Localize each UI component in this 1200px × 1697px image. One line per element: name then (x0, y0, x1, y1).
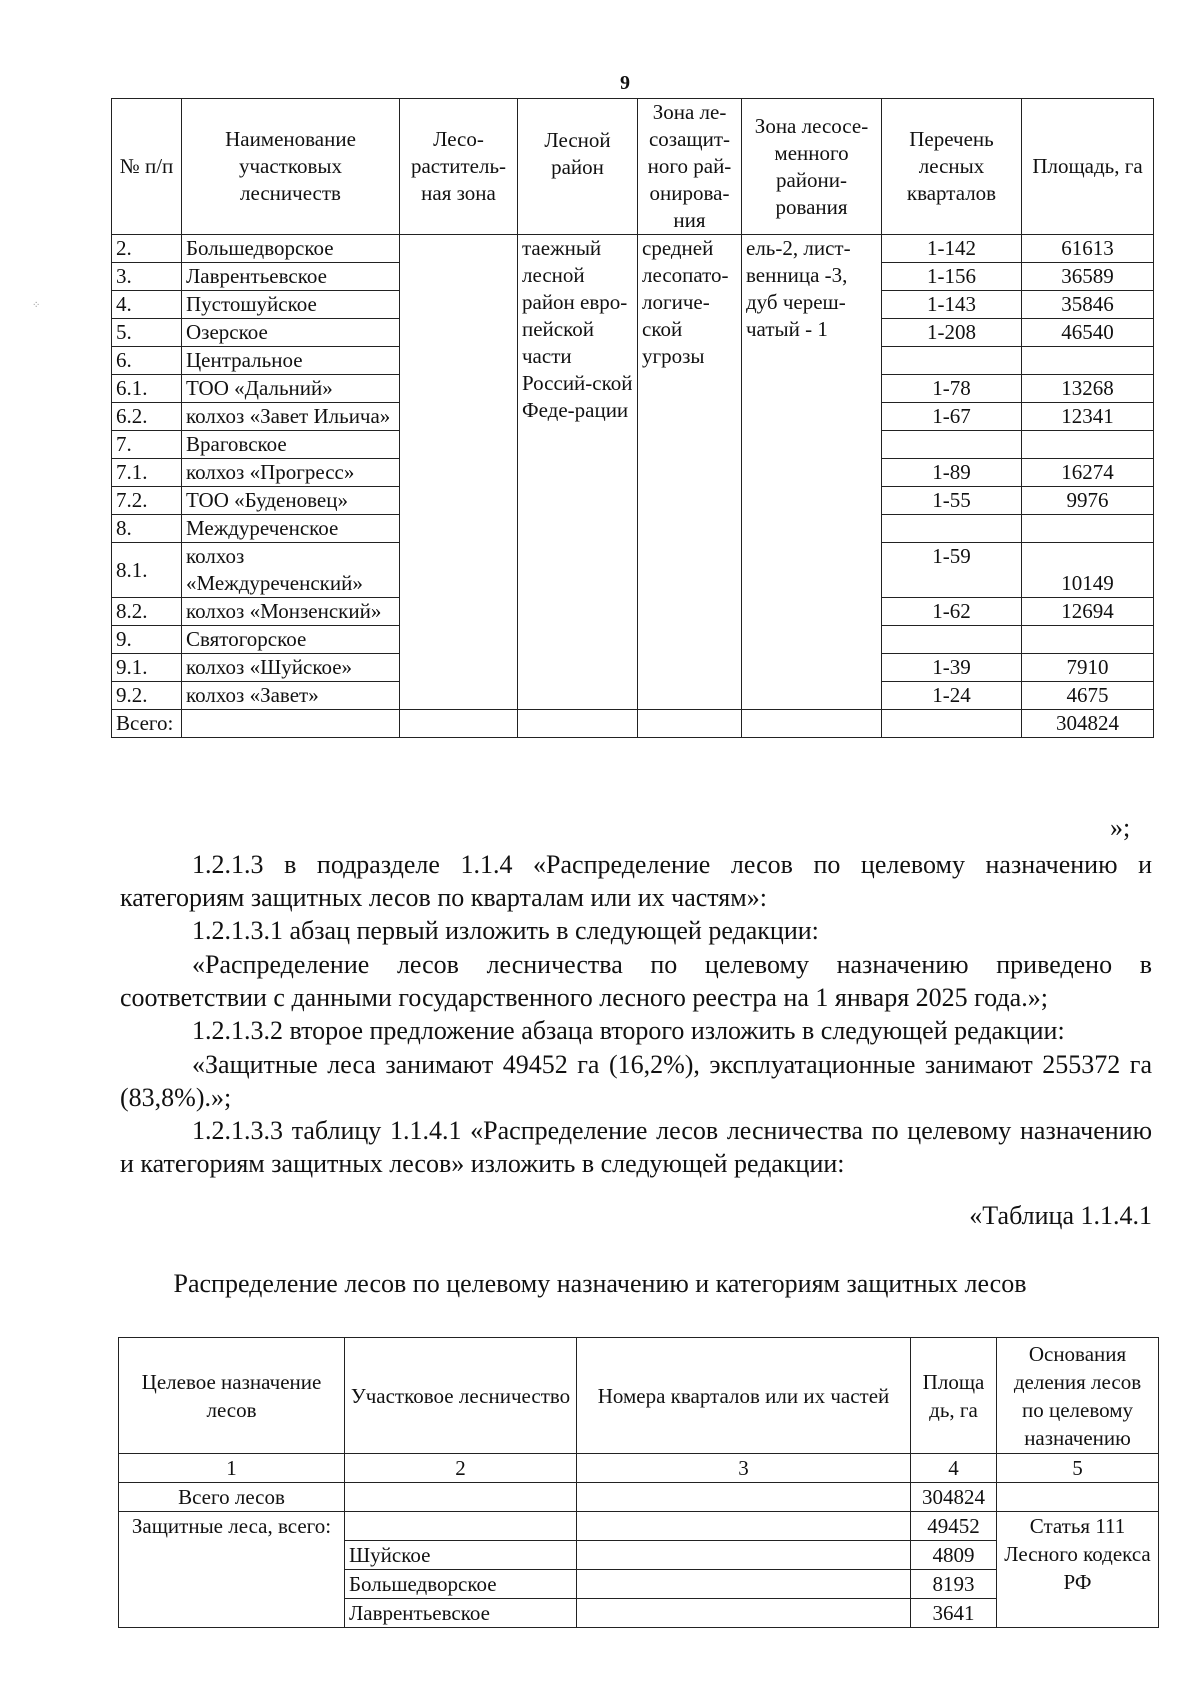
row-num: 6.2. (112, 403, 182, 431)
veg-zone-cell (400, 235, 518, 710)
district-name: Большедворское (345, 1570, 577, 1599)
row-name: ТОО «Дальний» (182, 375, 400, 403)
row-quarters (882, 347, 1022, 375)
district-area: 4809 (911, 1541, 997, 1570)
district-area: 8193 (911, 1570, 997, 1599)
page-number: 9 (620, 72, 630, 94)
row-num: 2. (112, 235, 182, 263)
scan-speck: ⁘ (32, 300, 41, 311)
row-quarters: 1-208 (882, 319, 1022, 347)
row-name: Враговское (182, 431, 400, 459)
row-num: 8.2. (112, 598, 182, 626)
row-name: ТОО «Буденовец» (182, 487, 400, 515)
row-name: Озерское (182, 319, 400, 347)
paragraph-3: «Распределение лесов лесничества по целевому назначению приведено в соответствии с данными государственного лесного реестра на 1 января 2025 года.»; (120, 950, 1152, 1012)
protective-basis: Статья 111 Лесного кодекса РФ (997, 1512, 1159, 1628)
district-area: 3641 (911, 1599, 997, 1628)
row-quarters (882, 515, 1022, 543)
row-quarters: 1-39 (882, 654, 1022, 682)
row-num: 9.2. (112, 682, 182, 710)
row-area: 7910 (1022, 654, 1154, 682)
row-area (1022, 347, 1154, 375)
row-area: 12341 (1022, 403, 1154, 431)
row-area (1022, 515, 1154, 543)
header-quarters: Номера кварталов или их частей (577, 1338, 911, 1454)
header-area: Площадь, га (1022, 99, 1154, 235)
row-num: 9. (112, 626, 182, 654)
header-quarters: Перечень лесных кварталов (882, 99, 1022, 235)
total-forests-area: 304824 (911, 1483, 997, 1512)
forest-purpose-table (118, 1337, 1159, 1628)
row-quarters: 1-62 (882, 598, 1022, 626)
row-num: 4. (112, 291, 182, 319)
row-quarters (882, 431, 1022, 459)
row-area (1022, 626, 1154, 654)
header-area: Площа дь, га (911, 1338, 997, 1454)
district-name: Лаврентьевское (345, 1599, 577, 1628)
row-area: 36589 (1022, 263, 1154, 291)
row-num: 9.1. (112, 654, 182, 682)
row-name: Междуреченское (182, 515, 400, 543)
district-name: Шуйское (345, 1541, 577, 1570)
seed-zone-cell: ель-2, лист-венница -3, дуб череш-чатый - 1 (742, 235, 882, 710)
row-quarters: 1-78 (882, 375, 1022, 403)
paragraph-6: 1.2.1.3.3 таблицу 1.1.4.1 «Распределение лесов лесничества по целевому назначению и категориям защитных лесов» изложить в следующей редакции: (120, 1116, 1152, 1178)
protective-zone-cell: средней лесопато-логиче-ской угрозы (638, 235, 742, 710)
header-veg-zone: Лесо-раститель-ная зона (400, 99, 518, 235)
row-name: колхоз «Завет Ильича» (182, 403, 400, 431)
row-name: колхоз «Завет» (182, 682, 400, 710)
paragraph-4: 1.2.1.3.2 второе предложение абзаца второго изложить в следующей редакции: (192, 1016, 1065, 1045)
row-quarters: 1-67 (882, 403, 1022, 431)
total-label: Всего: (112, 710, 182, 738)
header-forest-region: Лесной район (518, 99, 638, 235)
header-name: Наименование участковых лесничеств (182, 99, 400, 235)
row-quarters: 1-55 (882, 487, 1022, 515)
row-num: 3. (112, 263, 182, 291)
row-num: 8. (112, 515, 182, 543)
header-seed-zone: Зона лесосе-менного райони-рования (742, 99, 882, 235)
row-name: Пустошуйское (182, 291, 400, 319)
table-label: «Таблица 1.1.4.1 (969, 1201, 1152, 1230)
row-num: 7.2. (112, 487, 182, 515)
header-num: № п/п (112, 99, 182, 235)
row-quarters: 1-142 (882, 235, 1022, 263)
row-name: Центральное (182, 347, 400, 375)
row-name: Большедворское (182, 235, 400, 263)
row-num: 6. (112, 347, 182, 375)
protective-label: Защитные леса, всего: (119, 1512, 345, 1628)
row-num: 7.1. (112, 459, 182, 487)
row-name: колхоз «Монзенский» (182, 598, 400, 626)
row-area: 4675 (1022, 682, 1154, 710)
row-area: 12694 (1022, 598, 1154, 626)
row-area: 35846 (1022, 291, 1154, 319)
column-number: 1 (119, 1454, 345, 1483)
protective-area: 49452 (911, 1512, 997, 1541)
row-quarters: 1-156 (882, 263, 1022, 291)
header-district: Участковое лесничество (345, 1338, 577, 1454)
row-name: Лаврентьевское (182, 263, 400, 291)
row-area (1022, 431, 1154, 459)
total-row (112, 710, 1154, 738)
row-name: колхоз «Шуйское» (182, 654, 400, 682)
total-forests-row (119, 1483, 1159, 1512)
total-area: 304824 (1022, 710, 1154, 738)
row-area: 46540 (1022, 319, 1154, 347)
row-quarters: 1-24 (882, 682, 1022, 710)
row-name: Святогорское (182, 626, 400, 654)
header-basis: Основания деления лесов по целевому назначению (997, 1338, 1159, 1454)
column-number: 2 (345, 1454, 577, 1483)
header-protective-zone: Зона ле-созащит-ного рай-онирова-ния (638, 99, 742, 235)
row-num: 6.1. (112, 375, 182, 403)
column-number: 3 (577, 1454, 911, 1483)
row-quarters: 1-59 (882, 543, 1022, 598)
header-purpose: Целевое назначение лесов (119, 1338, 345, 1454)
row-num: 5. (112, 319, 182, 347)
row-area: 61613 (1022, 235, 1154, 263)
protective-row (119, 1512, 1159, 1541)
row-num: 8.1. (112, 543, 182, 598)
paragraph-5: «Защитные леса занимают 49452 га (16,2%), эксплуатационные занимают 255372 га (83,8%).»; (120, 1050, 1152, 1112)
row-name: колхоз «Междуреченский» (182, 543, 400, 598)
table-row (112, 235, 1154, 263)
row-area: 10149 (1022, 543, 1154, 598)
table-title: Распределение лесов по целевому назначению и категориям защитных лесов (173, 1269, 1027, 1298)
row-area: 13268 (1022, 375, 1154, 403)
column-number: 4 (911, 1454, 997, 1483)
row-quarters: 1-89 (882, 459, 1022, 487)
row-quarters (882, 626, 1022, 654)
row-area: 9976 (1022, 487, 1154, 515)
row-area: 16274 (1022, 459, 1154, 487)
closing-quote: »; (1110, 813, 1131, 842)
total-forests-label: Всего лесов (119, 1483, 345, 1512)
forest-region-cell: таежный лесной район евро-пейской части Россий-ской Феде-рации (518, 235, 638, 710)
row-quarters: 1-143 (882, 291, 1022, 319)
districts-table (111, 98, 1154, 738)
row-name: колхоз «Прогресс» (182, 459, 400, 487)
column-number: 5 (997, 1454, 1159, 1483)
paragraph-2: 1.2.1.3.1 абзац первый изложить в следующей редакции: (192, 916, 819, 945)
paragraph-1: 1.2.1.3 в подразделе 1.1.4 «Распределение лесов по целевому назначению и категориям защитных лесов по кварталам или их частям»: (120, 850, 1152, 912)
row-num: 7. (112, 431, 182, 459)
